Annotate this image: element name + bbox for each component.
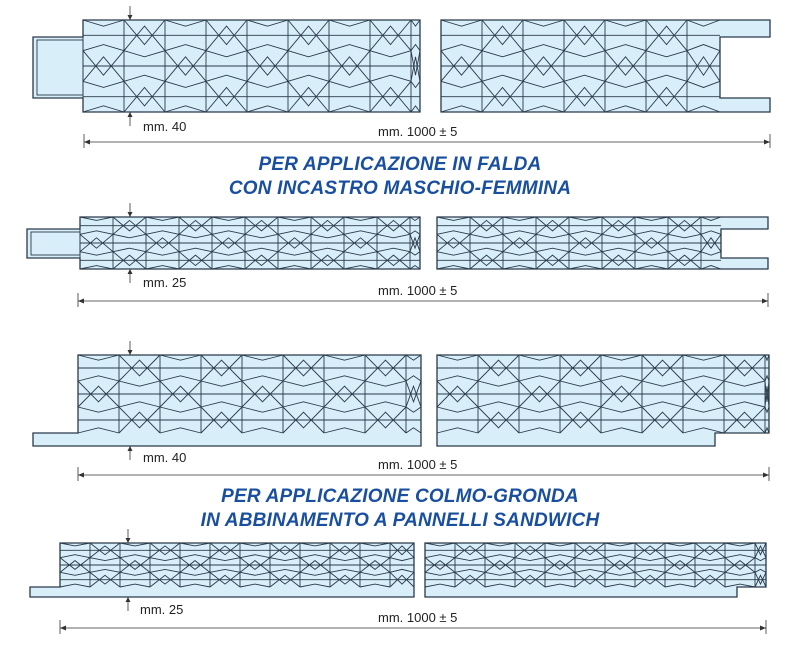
caption-falda [0, 153, 800, 201]
arrow-head [60, 626, 66, 631]
arrow-head [764, 140, 770, 145]
caption-line: IN ABBINAMENTO A PANNELLI SANDWICH [200, 510, 600, 531]
arrow-head [128, 15, 133, 20]
thickness-label: mm. 40 [143, 119, 187, 134]
arrow-head [126, 538, 131, 543]
caption-line: CON INCASTRO MASCHIO-FEMMINA [228, 178, 572, 199]
panel-stepped-25mm [30, 529, 766, 634]
arrow-head [78, 299, 84, 304]
caption-colmo-gronda [0, 485, 800, 533]
caption-line: PER APPLICAZIONE COLMO-GRONDA [221, 486, 579, 507]
caption-line: PER APPLICAZIONE IN FALDA [258, 154, 542, 175]
arrow-head [128, 446, 133, 451]
panel-tongue-groove-40mm [33, 6, 770, 148]
arrow-head [128, 350, 133, 355]
panel-tongue-groove-25mm [27, 203, 768, 307]
arrow-head [128, 212, 133, 217]
arrow-head [762, 299, 768, 304]
thickness-label: mm. 25 [143, 275, 187, 290]
arrow-head [126, 597, 131, 602]
arrow-head [128, 112, 133, 117]
length-label: mm. 1000 ± 5 [378, 124, 458, 139]
length-label: mm. 1000 ± 5 [378, 457, 458, 472]
arrow-head [78, 473, 84, 478]
thickness-label: mm. 40 [143, 450, 187, 465]
arrow-head [760, 626, 766, 631]
arrow-head [84, 140, 90, 145]
length-label: mm. 1000 ± 5 [378, 610, 458, 625]
arrow-head [128, 269, 133, 274]
length-label: mm. 1000 ± 5 [378, 283, 458, 298]
arrow-head [763, 473, 769, 478]
thickness-label: mm. 25 [140, 602, 184, 617]
panel-stepped-40mm [33, 341, 769, 481]
